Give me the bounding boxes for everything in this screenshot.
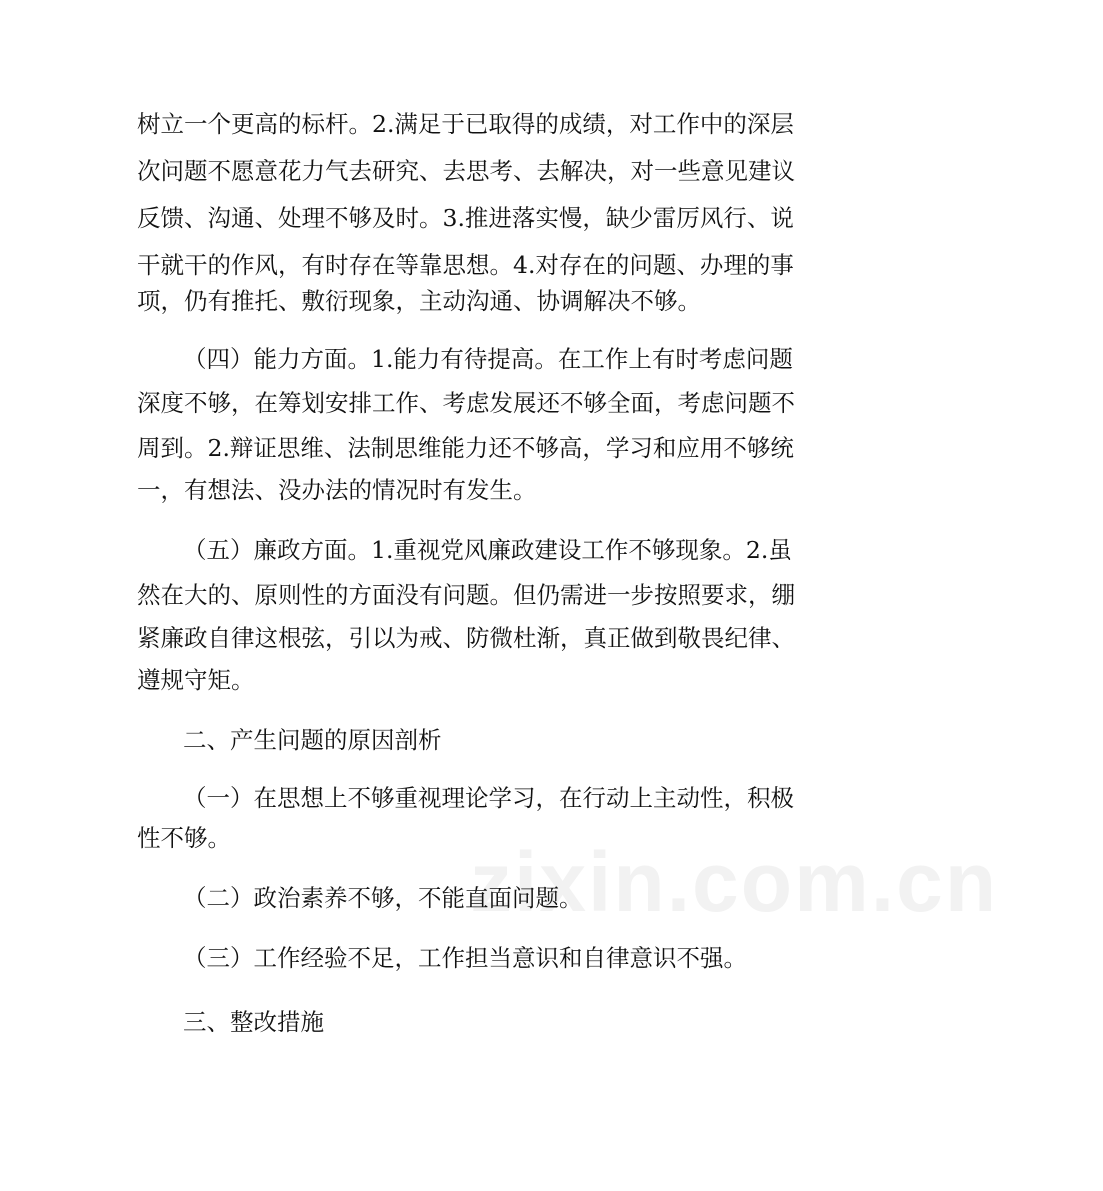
watermark: zixin.com.cn bbox=[470, 835, 999, 929]
paragraph-1-line-4: 干就干的作风，有时存在等靠思想。4.对存在的问题、办理的事 bbox=[137, 251, 794, 279]
paragraph-2-line-2: 深度不够，在筹划安排工作、考虑发展还不够全面，考虑问题不 bbox=[137, 389, 795, 417]
cause-1-line-1: （一）在思想上不够重视理论学习，在行动上主动性，积极 bbox=[183, 784, 794, 812]
paragraph-3-line-2: 然在大的、原则性的方面没有问题。但仍需进一步按照要求，绷 bbox=[137, 581, 795, 609]
paragraph-2-line-4: 一，有想法、没办法的情况时有发生。 bbox=[137, 476, 537, 504]
paragraph-2-line-3: 周到。2.辩证思维、法制思维能力还不够高，学习和应用不够统 bbox=[137, 434, 794, 462]
section-heading-causes: 二、产生问题的原因剖析 bbox=[183, 726, 442, 754]
cause-3: （三）工作经验不足，工作担当意识和自律意识不强。 bbox=[183, 944, 747, 972]
paragraph-1-line-3: 反馈、沟通、处理不够及时。3.推进落实慢，缺少雷厉风行、说 bbox=[137, 204, 794, 232]
paragraph-3-line-1: （五）廉政方面。1.重视党风廉政建设工作不够现象。2.虽 bbox=[183, 536, 792, 564]
cause-1-line-2: 性不够。 bbox=[137, 824, 231, 852]
paragraph-1-line-1: 树立一个更高的标杆。2.满足于已取得的成绩，对工作中的深层 bbox=[137, 110, 794, 138]
paragraph-2-line-1: （四）能力方面。1.能力有待提高。在工作上有时考虑问题 bbox=[183, 345, 793, 373]
paragraph-3-line-4: 遵规守矩。 bbox=[137, 666, 255, 694]
section-heading-measures: 三、整改措施 bbox=[183, 1008, 324, 1036]
cause-2: （二）政治素养不够，不能直面问题。 bbox=[183, 884, 583, 912]
paragraph-1-line-2: 次问题不愿意花力气去研究、去思考、去解决，对一些意见建议 bbox=[137, 157, 795, 185]
paragraph-3-line-3: 紧廉政自律这根弦，引以为戒、防微杜渐，真正做到敬畏纪律、 bbox=[137, 624, 795, 652]
paragraph-1-line-5: 项，仍有推托、敷衍现象，主动沟通、协调解决不够。 bbox=[137, 287, 701, 315]
